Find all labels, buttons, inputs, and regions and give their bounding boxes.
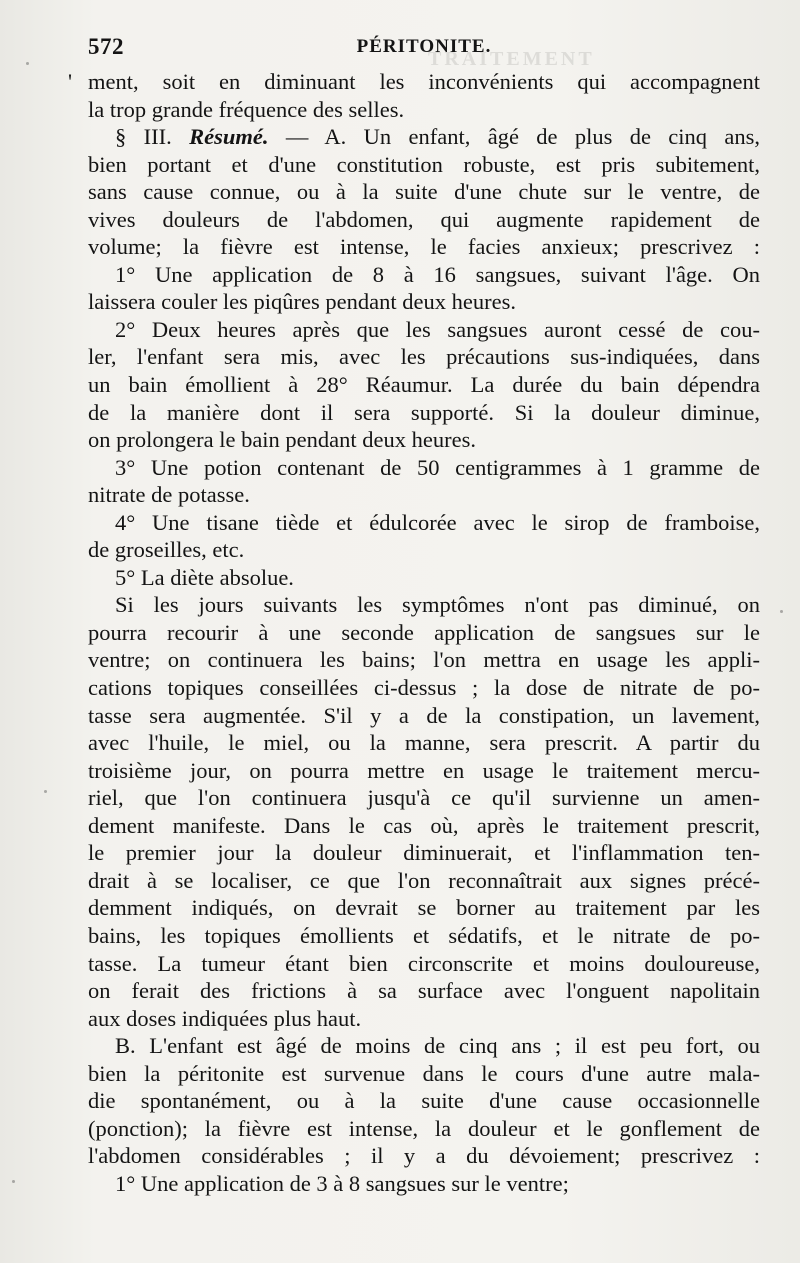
text-line: nitrate de potasse. bbox=[88, 482, 250, 508]
text-line: cations topiques conseillées ci-dessus ; la dose de nitrate de po- bbox=[88, 675, 760, 701]
list-item-line: 3° Une potion contenant de 50 centigrammes à 1 gramme de bbox=[115, 454, 760, 480]
text-line: on ferait des frictions à sa surface avec l'onguent napolitain bbox=[88, 978, 760, 1004]
text-line: dement manifeste. Dans le cas où, après le traitement prescrit, bbox=[88, 812, 760, 838]
page-number: 572 bbox=[88, 34, 124, 59]
text-line: le premier jour la douleur diminuerait, et l'inflammation ten- bbox=[88, 840, 760, 866]
text-line: riel, que l'on continuera jusqu'à ce qu'il survienne un amen- bbox=[88, 785, 760, 811]
text-line: bien la péritonite est survenue dans le cours d'une autre mala- bbox=[88, 1060, 760, 1086]
list-item-line: 1° Une application de 8 à 16 sangsues, suivant l'âge. On bbox=[115, 261, 760, 287]
text-line: ventre; on continuera les bains; l'on mettra en usage les appli- bbox=[88, 647, 760, 673]
text-line: avec l'huile, le miel, ou la manne, sera prescrit. A partir du bbox=[88, 730, 760, 756]
text-line: bien portant et d'une constitution robuste, est pris subitement, bbox=[88, 151, 760, 177]
text-line: volume; la fièvre est intense, le facies anxieux; prescrivez : bbox=[88, 234, 760, 260]
text-line: ' ment, soit en diminuant les inconvénients qui accompagnent bbox=[68, 69, 760, 94]
text-line: ler, l'enfant sera mis, avec les précautions sus-indiquées, dans bbox=[88, 344, 760, 370]
text-line: tasse. La tumeur étant bien circonscrite et moins douloureuse, bbox=[88, 950, 760, 976]
text-line: vives douleurs de l'abdomen, qui augmente rapidement de bbox=[88, 206, 760, 232]
text-line: de la manière dont il sera supporté. Si la douleur diminue, bbox=[88, 399, 760, 425]
text-line: aux doses indiquées plus haut. bbox=[88, 1005, 362, 1031]
text-line: on prolongera le bain pendant deux heures. bbox=[88, 427, 476, 453]
list-item-line: 1° Une application de 3 à 8 sangsues sur le ventre; bbox=[115, 1170, 569, 1196]
text-line: die spontanément, ou à la suite d'une cause occasionnelle bbox=[88, 1088, 760, 1114]
text-line: tasse sera augmentée. S'il y a de la constipation, un lavement, bbox=[88, 702, 760, 728]
text-line: drait à se localiser, ce que l'on reconnaîtrait aux signes précé- bbox=[88, 867, 760, 893]
text-line: Si les jours suivants les symptômes n'ont pas diminué, on bbox=[115, 592, 760, 618]
text-line: bains, les topiques émollients et sédatifs, et le nitrate de po- bbox=[88, 922, 760, 948]
text-line: troisième jour, on pourra mettre en usage le traitement mercu- bbox=[88, 757, 760, 783]
text-line: demment indiqués, on devrait se borner au traitement par les bbox=[88, 895, 760, 921]
text-line: sans cause connue, ou à la suite d'une chute sur le ventre, de bbox=[88, 179, 760, 205]
page-header bbox=[88, 34, 760, 70]
text-line: pourra recourir à une seconde application de sangsues sur le bbox=[88, 619, 760, 645]
text-line: (ponction); la fièvre est intense, la douleur et le gonflement de bbox=[88, 1115, 760, 1141]
running-title: PÉRITONITE. bbox=[356, 36, 492, 57]
list-item-line: 4° Une tisane tiède et édulcorée avec le sirop de framboise, bbox=[115, 509, 760, 535]
list-item-line: 5° La diète absolue. bbox=[115, 564, 294, 590]
text-line: l'abdomen considérables ; il y a du dévoiement; prescrivez : bbox=[88, 1143, 760, 1169]
margin-mark: ' bbox=[68, 69, 73, 94]
text-line: B. L'enfant est âgé de moins de cinq ans ; il est peu fort, ou bbox=[115, 1033, 760, 1059]
text-line: la trop grande fréquence des selles. bbox=[88, 96, 405, 122]
section-sign: § bbox=[115, 124, 127, 150]
text-line: un bain émollient à 28° Réaumur. La durée du bain dépendra bbox=[88, 372, 760, 398]
section-title: Résumé. bbox=[189, 124, 269, 150]
section-number: III. bbox=[143, 124, 172, 150]
list-item-line: 2° Deux heures après que les sangsues auront cessé de cou- bbox=[115, 316, 760, 342]
text-line: laissera couler les piqûres pendant deux heures. bbox=[88, 289, 516, 315]
bleed-through-title: TRAITEMENT bbox=[428, 48, 595, 70]
section-heading-line: § III. Résumé. — A. Un enfant, âgé de plus de cinq ans, bbox=[115, 124, 761, 150]
text-line: de groseilles, etc. bbox=[88, 537, 245, 563]
body-text bbox=[68, 68, 761, 1197]
